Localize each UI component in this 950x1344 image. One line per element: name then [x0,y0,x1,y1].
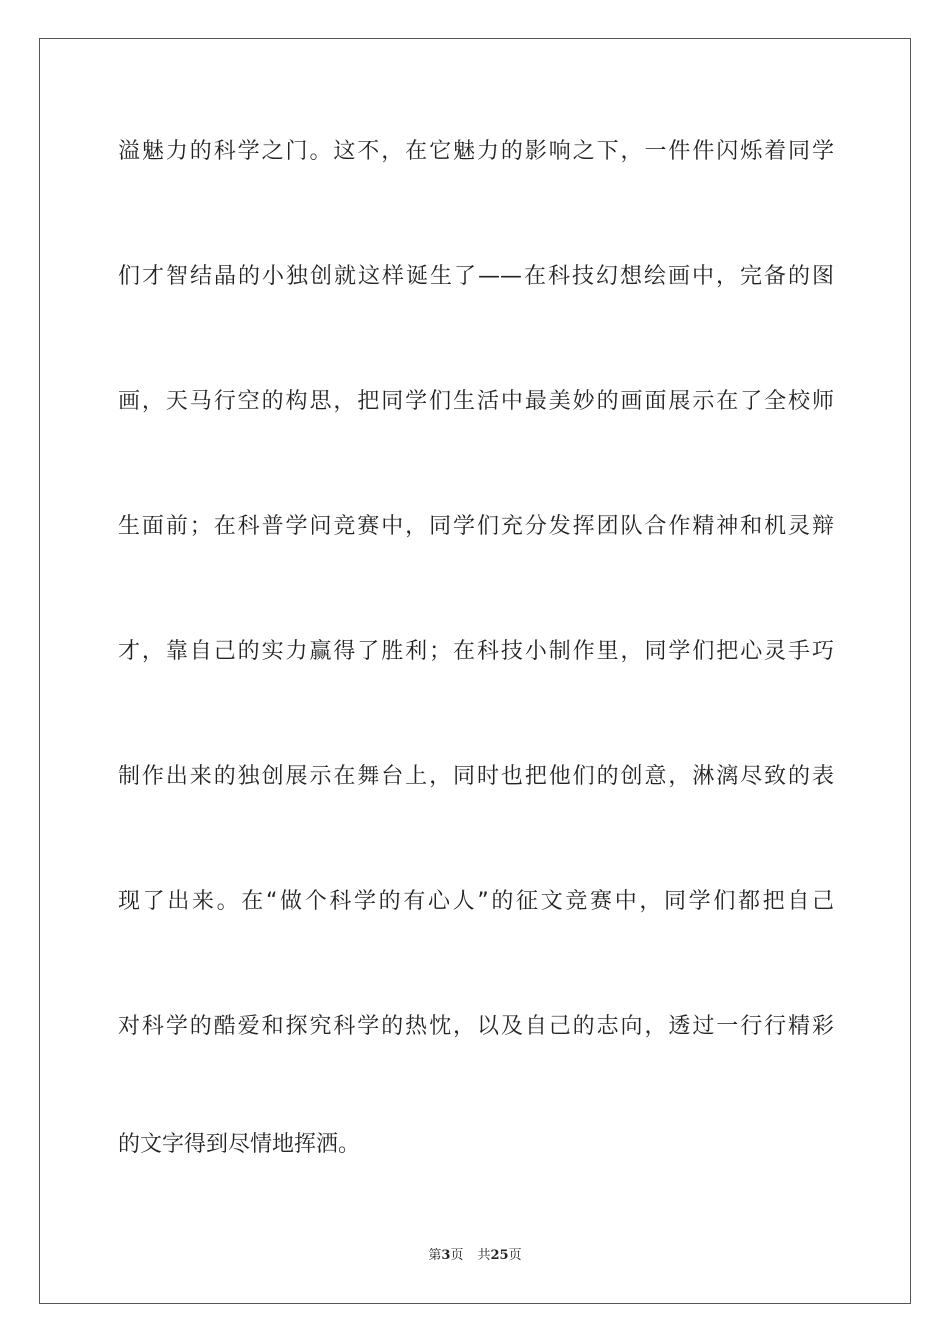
total-label-suffix: 页 [508,1248,522,1263]
current-page-number: 3 [441,1248,451,1263]
body-text-line-4: 生面前；在科普学问竞赛中，同学们充分发挥团队合作精神和机灵辩 [118,514,834,539]
body-text-line-5: 才，靠自己的实力赢得了胜利；在科技小制作里，同学们把心灵手巧 [118,639,834,664]
page-footer [0,1247,950,1265]
body-text-line-2: 们才智结晶的小独创就这样诞生了——在科技幻想绘画中，完备的图 [118,264,834,289]
total-label-prefix: 共 [477,1248,491,1263]
page-label-prefix: 第 [428,1248,442,1263]
page-frame [39,38,911,1304]
body-text-line-8: 对科学的酷爱和探究科学的热忱，以及自己的志向，透过一行行精彩 [118,1014,834,1039]
body-text-line-9: 的文字得到尽情地挥洒。 [118,1132,361,1157]
total-pages-number: 25 [490,1248,509,1263]
body-text-line-3: 画，天马行空的构思，把同学们生活中最美妙的画面展示在了全校师 [118,389,834,414]
body-text-line-7: 现了出来。在“做个科学的有心人”的征文竞赛中，同学们都把自己 [118,889,834,914]
body-text-line-6: 制作出来的独创展示在舞台上，同时也把他们的创意，淋漓尽致的表 [118,764,834,789]
page-label-suffix: 页 [450,1248,464,1263]
body-text-line-1: 溢魅力的科学之门。这不，在它魅力的影响之下，一件件闪烁着同学 [118,139,834,164]
